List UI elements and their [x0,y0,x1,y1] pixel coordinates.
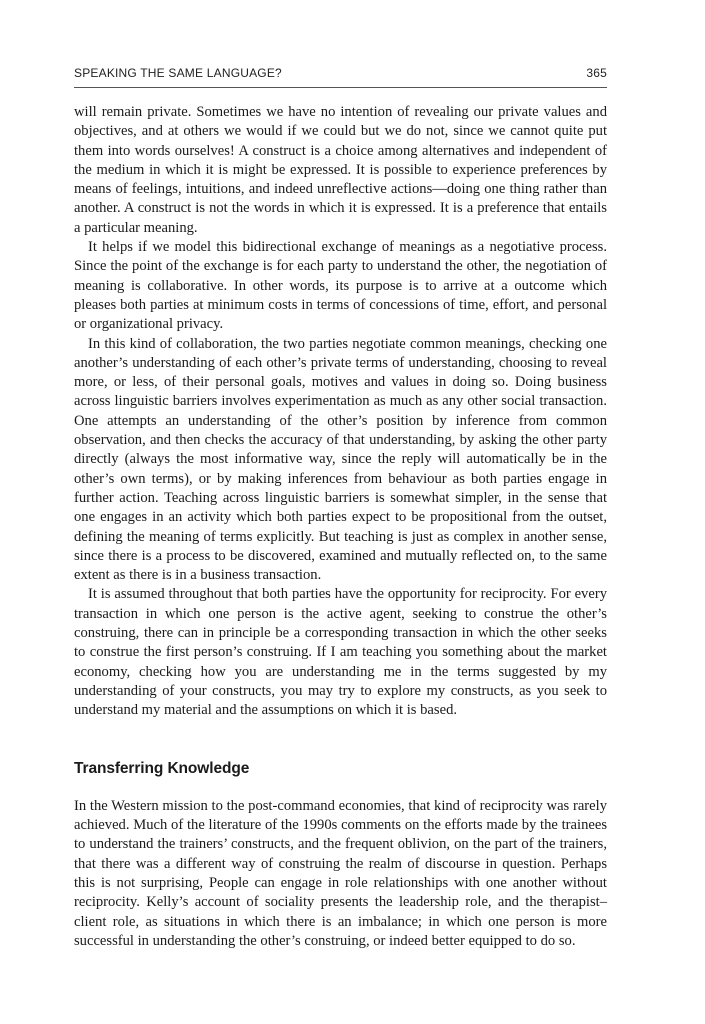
page-number: 365 [586,66,607,80]
paragraph: In this kind of collaboration, the two parties negotiate common meanings, checking one another’s understanding of each other’s private terms of understanding, choosing to reveal more, or less, of their personal goals, motives and values in doing so. Doing business across linguistic barriers involves experimentation as much as any other social transaction. One attempts an understanding of the other’s position by inference from common observation, and then checks the accuracy of that understanding, by asking the other party directly (always the most informative way, since the reply will automatically be in the other’s own terms), or by making inferences from behaviour as both parties engage in further action. Teaching across linguistic barriers is somewhat simpler, in the sense that one engages in an activity which both parties expect to be propositional from the outset, defining the meaning of terms explicitly. But teaching is just as complex in another sense, since there is a process to be discovered, examined and mutually reflected on, to the same extent as there is in a business transaction. [74,335,607,584]
section-heading: Transferring Knowledge [74,759,250,777]
paragraph-continued: will remain private. Sometimes we have no intention of revealing our private values and objectives, and at others we would if we could but we do not, since we cannot quite put them into words ourselves! A construct is a choice among alternatives and independent of the medium in which it is might be expressed. It is possible to experience preferences by means of feelings, intuitions, and indeed unreflective actions—doing one thing rather than another. A construct is not the words in which it is expressed. It is a preference that entails a particular meaning. [74,104,607,236]
running-title: SPEAKING THE SAME LANGUAGE? [74,66,282,80]
section-paragraph: In the Western mission to the post-command economies, that kind of reciprocity was rarely achieved. Much of the literature of the 1990s comments on the efforts made by the trainees to understand the trainers’ constructs, and the frequent oblivion, on the part of the trainers, that there was a different way of construing the realm of discourse in question. Perhaps this is not surprising, People can engage in role relationships with one another without reciprocity. Kelly’s account of sociality presents the leadership role, and the therapist–client role, as situations in which there is an imbalance; in which one person is more successful in understanding the other’s construing, or indeed better equipped to do so. [74,797,607,949]
paragraph: It helps if we model this bidirectional exchange of meanings as a negotiative process. Since the point of the exchange is for each party to understand the other, the negotiation of meaning is collaborative. In other words, its purpose is to arrive at a outcome which pleases both parties at minimum costs in terms of concessions of time, effort, and personal or organizational privacy. [74,239,607,333]
book-page [74,66,607,951]
paragraph: It is assumed throughout that both parties have the opportunity for reciprocity. For every transaction in which one person is the active agent, seeking to construe the other’s construing, there can in principle be a corresponding transaction in which the other seeks to construe the first person’s construing. If I am teaching you something about the market economy, checking how you are understanding me in the terms suggested by my understanding of your constructs, you may try to explore my constructs, as you seek to understand my material and the assumptions on which it is based. [74,586,607,719]
running-head [74,66,607,88]
body-text [74,103,607,951]
